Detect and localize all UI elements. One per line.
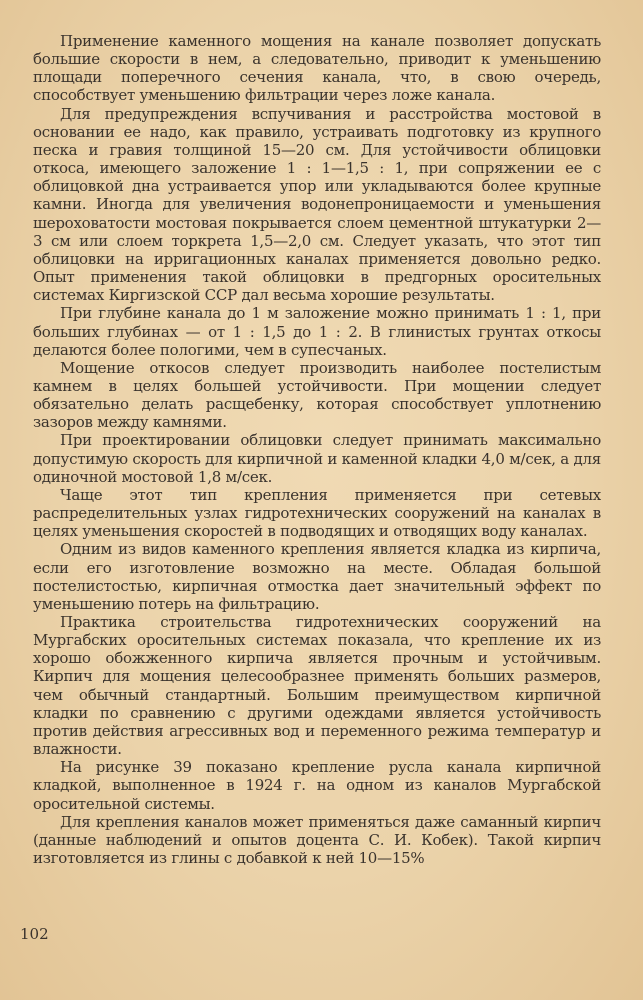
paragraph-6: Чаще этот тип крепления применяется при сетевых распределительных узлах гидротехнических сооружений на каналах в целях уменьшения скоростей в подводящих и отводящих воду каналах. <box>33 485 601 541</box>
body-text <box>33 32 601 867</box>
paragraph-3: При глубине канала до 1 м заложение можно принимать 1 : 1, при больших глубинах — от 1 : 1,5 до 1 : 2. В глинистых грунтах откосы делаются более пологими, чем в супесчаных. <box>33 304 601 359</box>
paragraph-9: На рисунке 39 показано крепление русла канала кирпичной кладкой, выполненное в 1924 г. на одном из каналов Мургабской оросительной системы. <box>33 758 601 813</box>
paragraph-1: Применение каменного мощения на канале позволяет допускать большие скорости в нем, а следовательно, приводит к уменьшению площади поперечного сечения канала, что, в свою очередь, способствует уменьшению фильтрации через ложе канала. <box>33 32 601 105</box>
paragraph-5: При проектировании облицовки следует принимать максимально допустимую скорость для кирпичной и каменной кладки 4,0 м/сек, а для одиночной мостовой 1,8 м/сек. <box>33 431 601 486</box>
paragraph-8: Практика строительства гидротехнических сооружений на Мургабских оросительных системах показала, что крепление их из хорошо обожженного кирпича является прочным и устойчивым. Кирпич для мощения целесообразнее применять больших размеров, чем обычный стандартный. Большим преимуществом кирпичной кладки по сравнению с другими одеждами является устойчивость против действия агрессивных вод и переменного режима температур и влажности. <box>33 613 601 759</box>
paragraph-2: Для предупреждения вспучивания и расстройства мостовой в основании ее надо, как правило, устраивать подготовку из крупного песка и гравия толщиной 15—20 см. Для устойчивости облицовки откоса, имеющего заложение 1 : 1—1,5 : 1, при сопряжении ее с облицовкой дна устраивается упор или укладываются более крупные камни. Иногда для увеличения водонепроницаемости и уменьшения шероховатости мостовая покрывается слоем цементной штукатурки 2—3 см или слоем торкрета 1,5—2,0 см. Следует указать, что этот тип облицовки на ирригационных каналах применяется довольно редко. Опыт применения такой облицовки в предгорных оросительных системах Киргизской ССР дал весьма хорошие результаты. <box>33 104 601 305</box>
paragraph-10: Для крепления каналов может применяться даже саманный кирпич (данные наблюдений и опытов доцента С. И. Кобек). Такой кирпич изготовляется из глины с добавкой к ней 10—15% <box>33 812 601 868</box>
paragraph-7: Одним из видов каменного крепления является кладка из кирпича, если его изготовление возможно на месте. Обладая большой постелистостью, кирпичная отмостка дает значительный эффект по уменьшению потерь на фильтрацию. <box>33 540 601 613</box>
page-number: 102 <box>20 925 49 943</box>
paragraph-4: Мощение откосов следует производить наиболее постелистым камнем в целях большей устойчивости. При мощении следует обязательно делать расщебенку, которая способствует уплотнению зазоров между камнями. <box>33 358 601 432</box>
